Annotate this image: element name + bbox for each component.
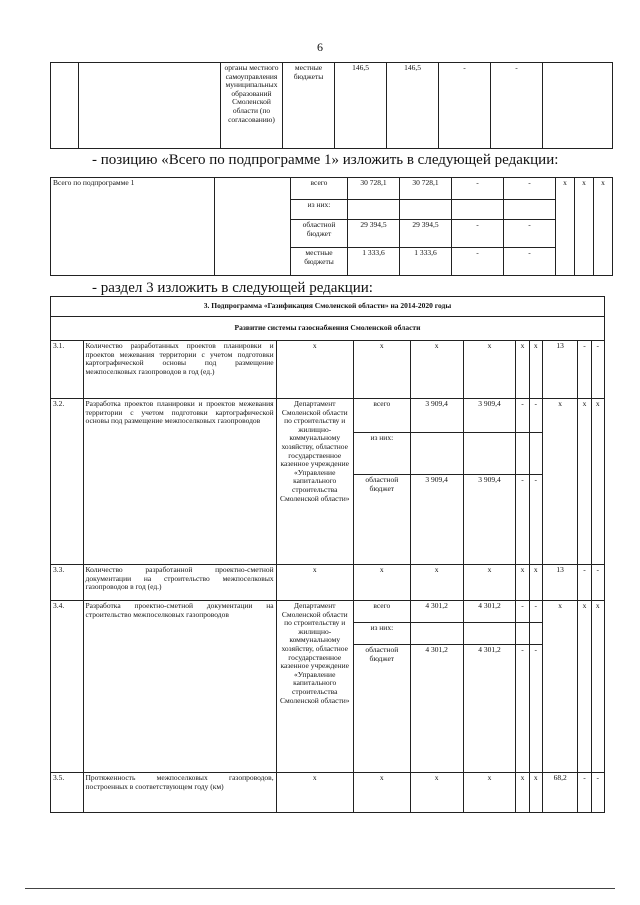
value-cell: 146,5 (387, 63, 439, 149)
value-cell: - (439, 63, 491, 149)
top-table (50, 62, 613, 149)
total-name: Всего по подпрограмме 1 (51, 178, 215, 276)
total-table: Всего по подпрограмме 1 всего 30 728,1 30 728,1 - - х х х из них: областной бюджет 29 394,5 29 394,5 - - местные бюджеты 1 333,6 1 333,6 - - (50, 177, 613, 276)
responsible-cell: органы местного самоуправления муниципальных образований Смоленской области (по согласованию) (221, 63, 283, 149)
responsible-cell: Департамент Смоленской области по строительству и жилищно-коммунальному хозяйству, областное государственное казенное учреждение «Управление капитального строительства Смоленской области» (276, 399, 353, 565)
source-cell: местные бюджеты (283, 63, 335, 149)
page-number: 6 (317, 40, 323, 54)
instruction-1: - позицию «Всего по подпрограмме 1» изложить в следующей редакции: (92, 152, 559, 168)
value-cell: - (491, 63, 543, 149)
bottom-rule (25, 888, 615, 889)
section3-table: 3. Подпрограмма «Газификация Смоленской области» на 2014-2020 годы Развитие системы газоснабжения Смоленской области 3.1. Количество разработанных проектов планировки и проектов межевания территории с учетом подготовки картографической основы под размещение межпоселковых газопроводов в год (ед.) х х х х х х 13 - - 3.2. Разработка проектов планировки и проектов межевания территории с учетом подготовки картографической основы под размещение межпоселковых газопроводов Департамент Смоленской области по строительству и жилищно-коммунальному хозяйству, областное государственное казенное учреждение «Управление капитального строительства Смоленской области» всего 3 909,4 3 909,4 - - х х х из них: областной бюджет 3 909,4 3 909,4 - - 3.3. Количество разработанной проектно-сметной документации на строительство межпоселковых газопроводов в год (ед.) х х х х х х 13 - - 3.4. Разработка проектно-сметной документации на строительство межпоселковых газопроводов Департамент Смоленской области по строительству и жилищно-коммунальному хозяйству, областное государственное казенное учреждение «Управление капитального строительства Смоленской области» всего 4 301,2 4 301,2 - - х х х из них: областной бюджет 4 301,2 4 301,2 - - 3.5. Протяженность межпоселковых газопроводов, построенных в соответствующем году (км) х х х х х х 68,2 - - (50, 296, 605, 813)
instruction-2: - раздел 3 изложить в следующей редакции: (92, 280, 373, 296)
section-title: 3. Подпрограмма «Газификация Смоленской области» на 2014-2020 годы (51, 297, 605, 317)
value-cell: 146,5 (335, 63, 387, 149)
row-number: 3.1. (51, 341, 84, 399)
responsible-cell: Департамент Смоленской области по строительству и жилищно-коммунальному хозяйству, областное государственное казенное учреждение «Управление капитального строительства Смоленской области» (276, 601, 353, 773)
section-subtitle: Развитие системы газоснабжения Смоленской области (51, 317, 605, 341)
row-text: Количество разработанных проектов планировки и проектов межевания территории с учетом подготовки картографической основы под размещение межпоселковых газопроводов в год (ед.) (83, 341, 276, 399)
